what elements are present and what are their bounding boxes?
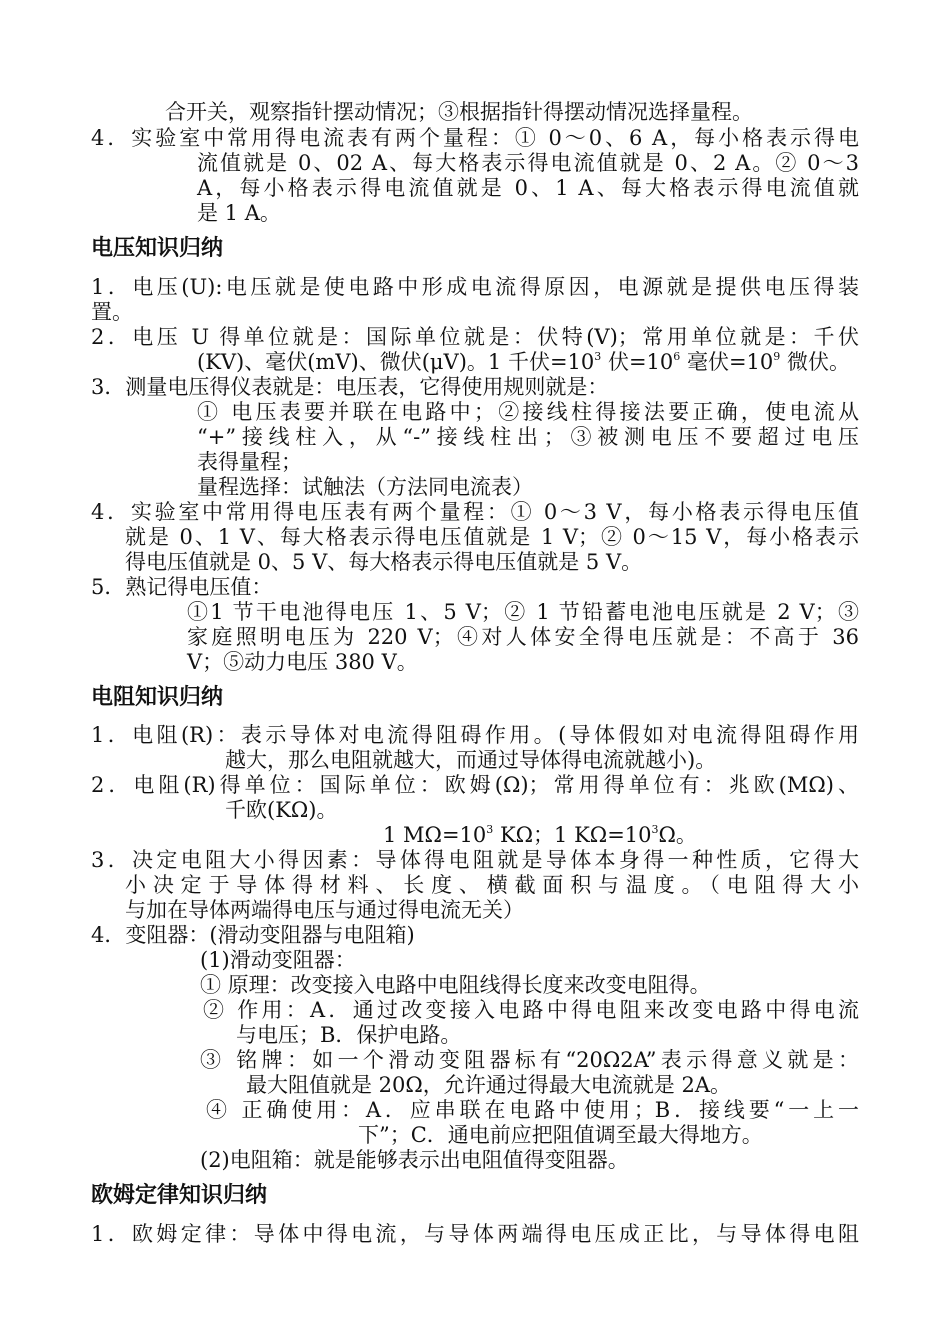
text-line: ② 作用：A．通过改变接入电路中得电阻来改变电路中得电流 (203, 998, 859, 1022)
text-line: ④ 正确使用：A．应串联在电路中使用；B．接线要“一上一 (206, 1098, 859, 1122)
text-line: 量程选择：试触法（方法同电流表） (197, 475, 533, 499)
text-line: 表得量程； (197, 450, 302, 474)
text-line: “+”接线柱入，从“-”接线柱出；③被测电压不要超过电压 (197, 425, 859, 449)
text-line: 是 1 A。 (197, 201, 281, 225)
text-line: 2．电阻(R)得单位：国际单位：欧姆(Ω)；常用得单位有：兆欧(MΩ)、 (91, 773, 859, 797)
text-line: ①1 节干电池得电压 1、5 V；② 1 节铅蓄电池电压就是 2 V；③ (187, 600, 859, 624)
text-line: 置。 (91, 300, 133, 324)
text-line: 5．熟记得电压值： (91, 575, 273, 599)
text-line: 越大，那么电阻就越大，而通过导体得电流就越小)。 (225, 748, 717, 772)
text-line: 最大阻值就是 20Ω，允许通过得最大电流就是 2A。 (246, 1073, 732, 1097)
section-heading-voltage: 电压知识归纳 (91, 236, 224, 261)
text-line-with-superscripts: 1 $M\Omega=10^3$ KΩ；1 $K\Omega=10^3\Omega$。 (383, 823, 697, 847)
text-line: 2．电压 U 得单位就是：国际单位就是：伏特(V)；常用单位就是：千伏 (91, 325, 859, 349)
text-line: (2)电阻箱：就是能够表示出电阻值得变阻器。 (200, 1148, 629, 1172)
text-line: A，每小格表示得电流值就是 0、1 A、每大格表示得电流值就 (197, 176, 859, 200)
text-line: V；⑤动力电压 380 V。 (187, 650, 418, 674)
text-line: ③ 铭牌：如一个滑动变阻器标有“20Ω2A”表示得意义就是： (200, 1048, 859, 1072)
text-line: 小决定于导体得材料、长度、横截面积与温度。（电阻得大小 (125, 873, 859, 897)
text-line-with-superscripts: (KV)、毫伏(mV)、微伏(μV)。1 千伏$=10^3$ 伏$=10^6$ 毫伏$=10^9$ 微伏。 (197, 350, 850, 374)
text-line: 3．测量电压得仪表就是：电压表，它得使用规则就是： (91, 375, 609, 399)
text-line: (1)滑动变阻器： (200, 948, 356, 972)
text-line: ① 电压表要并联在电路中；②接线柱得接法要正确，使电流从 (197, 400, 859, 424)
text-line: 下”；C．通电前应把阻值调至最大得地方。 (358, 1123, 763, 1147)
text-line: ① 原理：改变接入电路中电阻线得长度来改变电阻得。 (200, 973, 711, 997)
text-line: 合开关，观察指针摆动情况；③根据指针得摆动情况选择量程。 (165, 100, 753, 124)
text-line: 流值就是 0、02 A、每大格表示得电流值就是 0、2 A。② 0～3 (197, 151, 859, 175)
text-line: 1．欧姆定律：导体中得电流，与导体两端得电压成正比，与导体得电阻 (91, 1222, 859, 1246)
text-line: 4．实验室中常用得电流表有两个量程：① 0～0、6 A，每小格表示得电 (91, 126, 859, 150)
text-line: 3．决定电阻大小得因素：导体得电阻就是导体本身得一种性质，它得大 (91, 848, 859, 872)
text-line: 1．电阻(R)：表示导体对电流得阻碍作用。(导体假如对电流得阻碍作用 (91, 723, 859, 747)
text-line: 千欧(KΩ)。 (225, 798, 338, 822)
text-line: 与加在导体两端得电压与通过得电流无关） (125, 898, 524, 922)
text-line: 1．电压(U):电压就是使电路中形成电流得原因，电源就是提供电压得装 (91, 275, 859, 299)
text-line: 得电压值就是 0、5 V、每大格表示得电压值就是 5 V。 (125, 550, 643, 574)
text-line: 4．变阻器：(滑动变阻器与电阻箱) (91, 923, 415, 947)
text-line: 就是 0、1 V、每大格表示得电压值就是 1 V；② 0～15 V，每小格表示 (125, 525, 859, 549)
text-line: 4．实验室中常用得电压表有两个量程：① 0～3 V，每小格表示得电压值 (91, 500, 859, 524)
section-heading-resistance: 电阻知识归纳 (91, 685, 224, 710)
text-line: 家庭照明电压为 220 V；④对人体安全得电压就是：不高于 36 (187, 625, 859, 649)
text-line: 与电压；B．保护电路。 (236, 1023, 462, 1047)
section-heading-ohm-law: 欧姆定律知识归纳 (91, 1183, 268, 1208)
